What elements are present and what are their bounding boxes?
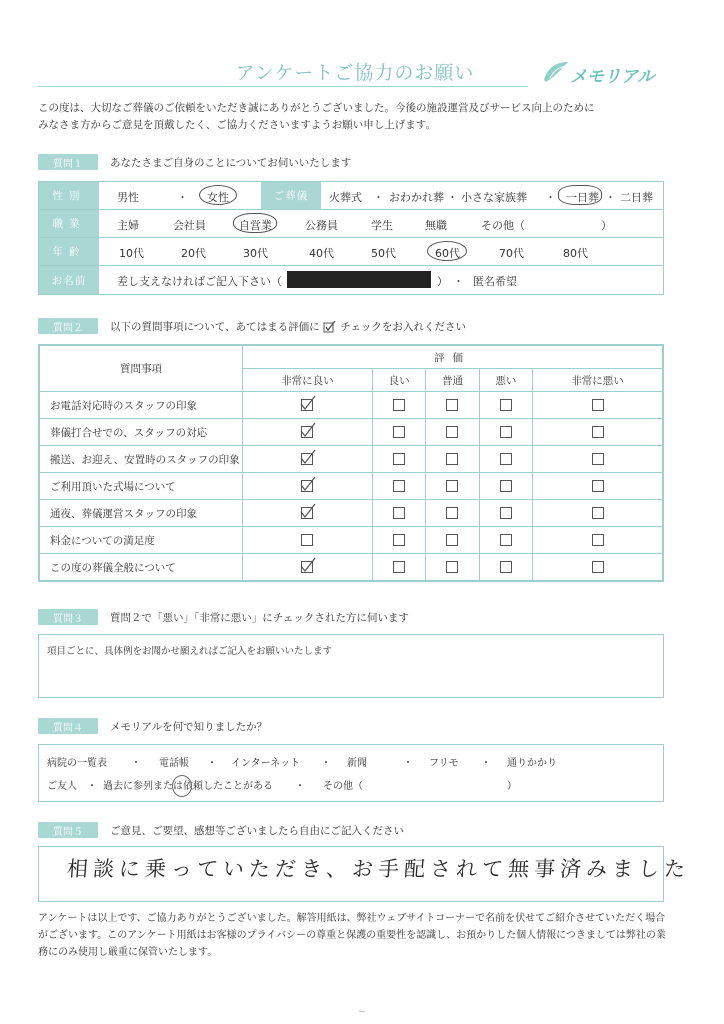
option-80s[interactable]: 80代 [563, 247, 588, 260]
row-occupation [39, 210, 663, 238]
rating-cell [479, 419, 532, 446]
option-female[interactable]: 女性 [207, 191, 229, 204]
option-student[interactable]: 学生 [371, 219, 393, 232]
selection-circle [558, 185, 602, 205]
col-rating-header: 評価 [243, 346, 663, 369]
q4-header [38, 718, 267, 734]
q2-tag: 質問２ [38, 318, 98, 334]
rating-cell [426, 473, 479, 500]
rating-item-label: 搬送、お迎え、安置時のスタッフの印象 [40, 446, 243, 473]
option-past-attendance[interactable]: 過去に参列または依頼したことがある [103, 781, 273, 792]
rating-table [38, 344, 664, 582]
col-item-header: 質問事項 [40, 346, 243, 392]
option-housewife[interactable]: 主婦 [117, 219, 139, 232]
q2-text [110, 319, 466, 334]
rating-row [40, 554, 663, 581]
q3-tag: 質問３ [38, 609, 98, 625]
selection-circle [427, 241, 467, 261]
option-passing-by[interactable]: 通りかかり [507, 758, 557, 769]
rating-cell [479, 392, 532, 419]
rating-checkbox[interactable] [446, 480, 458, 492]
checkmark-icon [299, 395, 317, 411]
rating-checkbox[interactable] [592, 561, 604, 573]
option-60s[interactable]: 60代 [435, 247, 460, 260]
rating-cell [533, 527, 663, 554]
rating-cell [243, 473, 373, 500]
rating-checkbox[interactable] [446, 561, 458, 573]
rating-cell [372, 419, 425, 446]
q4-tag: 質問４ [38, 718, 98, 734]
q2-text-after: チェックをお入れください [340, 320, 466, 333]
option-other-close: ） [601, 219, 612, 232]
label-gender: 性別 [39, 182, 99, 209]
option-40s[interactable]: 40代 [309, 247, 334, 260]
label-age: 年齢 [39, 238, 99, 265]
rating-cell [372, 527, 425, 554]
rating-item-label: この度の葬儀全般について [40, 554, 243, 581]
separator: ・ [87, 781, 97, 792]
option-cremation[interactable]: 火葬式 [329, 191, 362, 204]
rating-cell [533, 554, 663, 581]
rating-checkbox[interactable] [592, 534, 604, 546]
option-10s[interactable]: 10代 [119, 247, 144, 260]
rating-checkbox[interactable] [393, 453, 405, 465]
rating-cell [426, 554, 479, 581]
rating-checkbox[interactable] [592, 426, 604, 438]
option-internet[interactable]: インターネット [231, 758, 301, 769]
selection-circle [233, 213, 277, 233]
rating-checkbox[interactable] [500, 480, 512, 492]
rating-col-header: 普通 [426, 369, 479, 392]
rating-row [40, 500, 663, 527]
option-friend[interactable]: ご友人 [47, 781, 77, 792]
q5-tag: 質問５ [38, 822, 98, 838]
q3-text: 質問２で「悪い」「非常に悪い」にチェックされた方に伺います [110, 611, 409, 624]
rating-cell [243, 446, 373, 473]
option-50s[interactable]: 50代 [371, 247, 396, 260]
option-furimo[interactable]: フリモ [429, 758, 459, 769]
rating-row [40, 419, 663, 446]
option-self-employed[interactable]: 自営業 [239, 219, 272, 232]
q5-text: ご意見、ご要望、感想等ございましたら自由にご記入ください [110, 824, 404, 837]
rating-checkbox[interactable] [446, 507, 458, 519]
separator: ・ [295, 781, 305, 792]
title-divider [38, 86, 528, 87]
rating-cell [243, 500, 373, 527]
name-prompt: 差し支えなければご記入下さい（ [117, 275, 282, 288]
separator: ・ [321, 758, 331, 769]
rating-checkbox[interactable] [446, 399, 458, 411]
separator: ・ [177, 191, 188, 204]
q2-text-before: 以下の質問事項について、あてはまる評価に [110, 320, 320, 333]
rating-checkbox[interactable] [592, 453, 604, 465]
rating-row [40, 392, 663, 419]
row-age [39, 238, 663, 266]
label-occupation: 職業 [39, 210, 99, 237]
checkmark-icon [299, 449, 317, 465]
option-one-day[interactable]: 一日葬 [566, 191, 599, 204]
rating-cell [372, 392, 425, 419]
option-30s[interactable]: 30代 [243, 247, 268, 260]
rating-checkbox[interactable] [393, 534, 405, 546]
rating-cell [479, 554, 532, 581]
separator: ・ [545, 191, 556, 204]
rating-checkbox[interactable] [446, 453, 458, 465]
separator: ・ [131, 758, 141, 769]
rating-row [40, 473, 663, 500]
rating-checkbox[interactable] [393, 399, 405, 411]
q5-header [38, 822, 404, 838]
q1-header [38, 154, 351, 170]
q3-header [38, 609, 409, 625]
q1-tag: 質問１ [38, 154, 98, 170]
selection-circle [172, 775, 192, 797]
rating-col-header: 非常に悪い [533, 369, 663, 392]
option-hospital-list[interactable]: 病院の一覧表 [47, 758, 107, 769]
option-civil-servant[interactable]: 公務員 [305, 219, 338, 232]
intro-line: みなさま方からご意見を頂戴したく、ご協力くださいますようお願い申し上げます。 [38, 119, 436, 131]
checkmark-icon [299, 422, 317, 438]
checkmark-icon [299, 557, 317, 573]
q4-text: メモリアルを何で知りましたか？ [110, 720, 268, 733]
row-name [39, 266, 663, 294]
rating-checkbox[interactable] [500, 399, 512, 411]
rating-row [40, 527, 663, 554]
checkmark-icon [299, 503, 317, 519]
rating-col-header: 悪い [479, 369, 532, 392]
rating-item-label: お電話対応時のスタッフの印象 [40, 392, 243, 419]
option-other[interactable]: その他（ [323, 781, 363, 792]
footer-line: アンケートは以上です、ご協力ありがとうございました。解答用紙は、弊社ウェブサイトコーナーで名前を伏せてご紹介させていただく場合 [38, 913, 666, 924]
rating-row [40, 446, 663, 473]
rating-cell [479, 473, 532, 500]
rating-cell [426, 419, 479, 446]
label-name: お名前 [39, 266, 99, 294]
rating-item-label: 通夜、葬儀運営スタッフの印象 [40, 500, 243, 527]
separator: ・ [481, 758, 491, 769]
rating-cell [479, 500, 532, 527]
footer-line: 務にのみ使用し厳重に保管いたします。 [38, 947, 218, 958]
rating-col-header: 良い [372, 369, 425, 392]
rating-cell [533, 446, 663, 473]
rating-checkbox[interactable] [393, 426, 405, 438]
option-farewell[interactable]: おわかれ葬 [389, 191, 444, 204]
rating-checkbox[interactable] [592, 399, 604, 411]
rating-cell [372, 446, 425, 473]
option-unemployed[interactable]: 無職 [425, 219, 447, 232]
rating-cell [426, 527, 479, 554]
rating-cell [533, 500, 663, 527]
row-gender [39, 182, 663, 210]
rating-cell [372, 500, 425, 527]
rating-item-label: ご利用頂いた式場について [40, 473, 243, 500]
rating-item-label: 葬儀打合せでの、スタッフの対応 [40, 419, 243, 446]
rating-checkbox[interactable] [446, 534, 458, 546]
footer-line: がございます。このアンケート用紙はお客様のプライバシーの尊重と保護の重要性を認識し、お預かりした個人情報につきましては弊社の業 [38, 930, 666, 941]
rating-cell [426, 446, 479, 473]
option-other[interactable]: その他（ [481, 219, 525, 232]
rating-checkbox[interactable] [393, 561, 405, 573]
rating-checkbox[interactable] [301, 534, 313, 546]
rating-cell [243, 392, 373, 419]
separator: ・ [207, 758, 217, 769]
option-20s[interactable]: 20代 [181, 247, 206, 260]
rating-cell [243, 554, 373, 581]
rating-cell [479, 527, 532, 554]
separator: ・ [403, 758, 413, 769]
footer-note [38, 910, 678, 961]
name-close: ） [437, 275, 448, 288]
page-title: アンケートご協力のお願い [235, 62, 475, 84]
rating-checkbox[interactable] [592, 507, 604, 519]
q5-comment-box[interactable] [38, 846, 691, 902]
intro-line: この度は、大切なご葬儀のご依頼をいただき誠にありがとうございました。今後の施設運営及びサービス向上のために [38, 102, 595, 114]
rating-cell [533, 392, 663, 419]
check-example-icon [323, 321, 337, 333]
q4-options-box [38, 744, 664, 802]
option-male[interactable]: 男性 [117, 191, 139, 204]
q2-header [38, 318, 466, 334]
handwritten-comment: 相談に乗っていただき、お手配されて無事済みました [66, 857, 691, 881]
rating-checkbox[interactable] [592, 480, 604, 492]
rating-col-header: 非常に良い [243, 369, 373, 392]
profile-table [38, 181, 664, 295]
rating-checkbox[interactable] [393, 507, 405, 519]
selection-circle [199, 185, 237, 205]
rating-checkbox[interactable] [500, 507, 512, 519]
rating-cell [372, 473, 425, 500]
rating-checkbox[interactable] [500, 561, 512, 573]
option-small-family[interactable]: 小さな家族葬 [461, 191, 527, 204]
checkmark-icon [299, 476, 317, 492]
rating-checkbox[interactable] [393, 480, 405, 492]
rating-checkbox[interactable] [500, 453, 512, 465]
rating-cell [372, 554, 425, 581]
rating-cell [243, 419, 373, 446]
option-anonymous[interactable]: 匿名希望 [473, 275, 517, 288]
q1-text: あなたさまご自身のことについてお伺いいたします [110, 156, 352, 169]
q3-hint: 項目ごとに、具体例をお聞かせ願えればご記入をお願いいたします [47, 646, 333, 657]
rating-checkbox[interactable] [500, 426, 512, 438]
rating-cell [533, 473, 663, 500]
rating-cell [243, 527, 373, 554]
intro-text [38, 100, 678, 134]
option-other-close: ） [507, 781, 517, 792]
rating-cell [426, 500, 479, 527]
separator: ・ [447, 191, 458, 204]
rating-checkbox[interactable] [446, 426, 458, 438]
option-employee[interactable]: 会社員 [173, 219, 206, 232]
brand-logo: メモリアル [570, 67, 655, 87]
option-two-day[interactable]: 二日葬 [620, 191, 653, 204]
rating-cell [479, 446, 532, 473]
option-phonebook[interactable]: 電話帳 [159, 758, 189, 769]
separator: ・ [605, 191, 616, 204]
rating-cell [426, 392, 479, 419]
option-70s[interactable]: 70代 [499, 247, 524, 260]
option-newspaper[interactable]: 新聞 [347, 758, 367, 769]
separator: ・ [453, 275, 464, 288]
label-funeral: ご葬儀 [261, 182, 321, 209]
rating-cell [533, 419, 663, 446]
rating-checkbox[interactable] [500, 534, 512, 546]
separator: ・ [373, 191, 384, 204]
page-mark: － [358, 1007, 366, 1016]
redacted-name [287, 271, 431, 288]
q3-comment-box[interactable] [38, 634, 664, 698]
rating-item-label: 料金についての満足度 [40, 527, 243, 554]
